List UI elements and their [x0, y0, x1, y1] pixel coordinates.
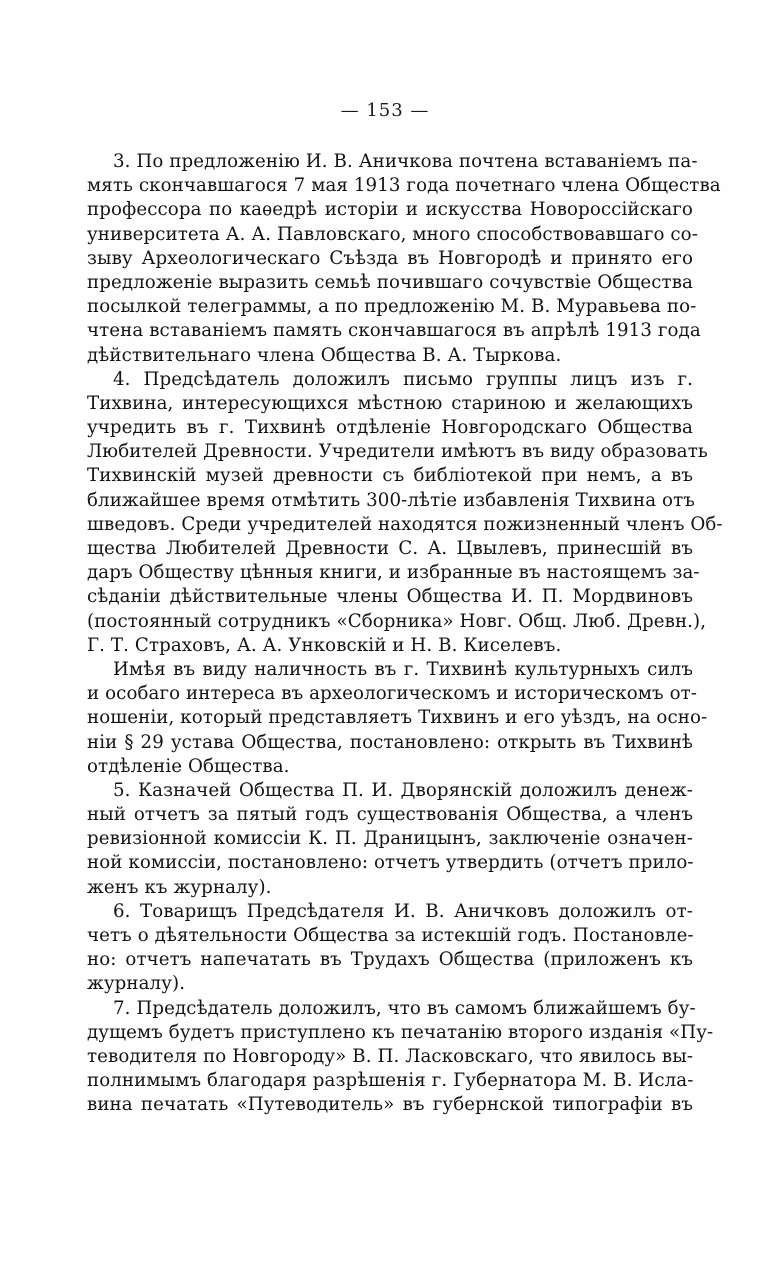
text-line: чтена вставаніемъ память скончавшагося въ апрѣлѣ 1913 года: [87, 320, 701, 342]
paragraph-p4b: [87, 658, 708, 779]
text-line: дѣйствительнаго члена Общества В. А. Тыркова.: [87, 344, 562, 366]
text-line: Тихвинскій музей древности съ библіотекой при немъ, а въ: [87, 465, 693, 487]
text-line: посылкой телеграммы, а по предложенію М. В. Муравьева по-: [87, 296, 697, 318]
text-line: четъ о дѣятельности Общества за истекшій годъ. Постановле-: [87, 925, 694, 946]
text-line: 7. Предсѣдатель доложилъ, что въ самомъ ближайшемъ бу-: [113, 997, 696, 1019]
page-number: — 153 —: [340, 100, 430, 121]
text-line: Г. Т. Страховъ, А. А. Унковскій и Н. В. Киселевъ.: [87, 634, 562, 656]
text-line: ношеніи, который представляетъ Тихвинъ и его уѣздъ, на осно-: [87, 707, 708, 729]
text-line: учредить въ г. Тихвинѣ отдѣленіе Новгородскаго Общества: [87, 417, 693, 439]
text-line: Тихвина, интересующихся мѣстною стариною и желающихъ: [87, 392, 693, 414]
text-line: женъ къ журналу).: [87, 876, 272, 898]
text-line: профессора по каѳедрѣ исторіи и искусства Новороссійскаго: [87, 199, 693, 221]
text-line: полнимымъ благодаря разрѣшенія г. Губернатора М. В. Исла-: [87, 1070, 694, 1092]
paragraph-p7: [87, 997, 714, 1118]
text-line: шведовъ. Среди учредителей находятся пожизненный членъ Об-: [87, 513, 723, 535]
text-line: Любителей Древности. Учредители имѣютъ въ виду образовать: [87, 441, 708, 463]
text-line: ной комиссіи, постановлено: отчетъ утвердить (отчетъ прило-: [87, 852, 694, 874]
text-line: журналу).: [87, 973, 186, 995]
paragraph-p5: [87, 779, 693, 900]
text-line: сѣданіи дѣйствительные члены Общества И. П. Мордвиновъ: [87, 586, 693, 608]
text-line: зыву Археологическаго Съѣзда въ Новгородѣ и принято его: [87, 247, 693, 269]
text-line: но: отчетъ напечатать въ Трудахъ Общества (приложенъ къ: [87, 949, 693, 971]
text-line: 6. Товарищъ Предсѣдателя И. В. Аничковъ доложилъ от-: [113, 900, 693, 922]
text-line: 4. Предсѣдатель доложилъ письмо группы лицъ изъ г.: [113, 368, 693, 390]
text-line: ревизіонной комиссіи К. П. Драницынъ, заключеніе означен-: [87, 828, 693, 850]
text-line: университета А. А. Павловскаго, много способствовавшаго со-: [87, 223, 698, 245]
text-line: щества Любителей Древности С. А. Цвылевъ, принесшій въ: [87, 538, 693, 559]
text-line: ный отчетъ за пятый годъ существованія Общества, а членъ: [87, 804, 693, 826]
text-line: отдѣленіе Общества.: [87, 755, 290, 777]
text-line: 3. По предложенію И. В. Аничкова почтена вставаніемъ па-: [113, 151, 698, 172]
text-line: ніи § 29 устава Общества, постановлено: открыть въ Тихвинѣ: [87, 731, 693, 753]
text-line: и особаго интереса въ археологическомъ и историческомъ от-: [87, 683, 698, 705]
text-line: даръ Обществу цѣнныя книги, и избранные въ настоящемъ за-: [87, 562, 700, 584]
text-line: вина печатать «Путеводитель» въ губернской типографіи въ: [87, 1094, 693, 1116]
text-line: предложеніе выразить семьѣ почившаго сочувствіе Общества: [87, 271, 693, 293]
paragraph-p3: [87, 150, 721, 368]
text-line: (постоянный сотрудникъ «Сборника» Новг. Общ. Люб. Древн.),: [87, 610, 707, 632]
text-line: ближайшее время отмѣтить 300-лѣтіе избавленія Тихвина отъ: [87, 489, 695, 511]
text-line: теводителя по Новгороду» В. П. Ласковскаго, что явилось вы-: [87, 1045, 694, 1067]
text-line: дущемъ будетъ приступлено къ печатанію второго изданія «Пу-: [87, 1021, 714, 1043]
text-line: Имѣя въ виду наличность въ г. Тихвинѣ культурныхъ силъ: [113, 658, 693, 680]
body-text: [87, 150, 723, 1118]
text-line: мять скончавшагося 7 мая 1913 года почетнаго члена Общества: [87, 175, 721, 197]
paragraph-p4: [87, 368, 723, 658]
text-line: 5. Казначей Общества П. И. Дворянскій доложилъ денеж-: [113, 779, 693, 801]
paragraph-p6: [87, 900, 693, 997]
